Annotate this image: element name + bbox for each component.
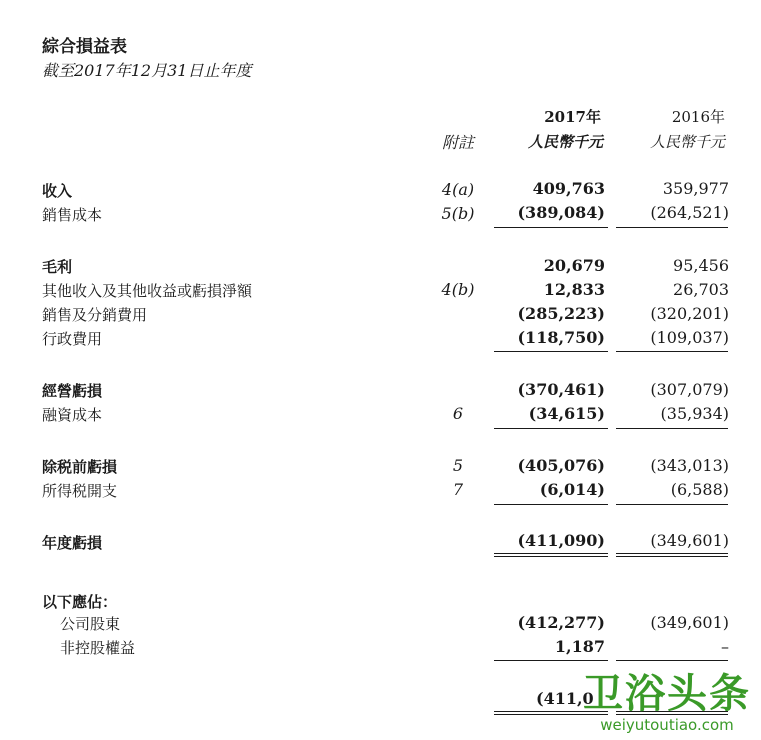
value-2017: (412,277) (517, 613, 605, 632)
header-year-2016: 2016年 (671, 108, 725, 126)
value-2017: (285,223) (517, 304, 605, 323)
watermark-url: weiyutoutiao.com (600, 716, 734, 734)
subtotal-rule (616, 660, 728, 661)
value-2017: (118,750) (517, 328, 605, 347)
value-2017: (6,014) (539, 480, 605, 499)
row-note: 5(b) (441, 204, 475, 223)
value-2017: (370,461) (517, 380, 605, 399)
value-2017: 1,187 (554, 637, 605, 656)
row-label-gross-profit: 毛利 (42, 258, 73, 276)
value-2016: (349,601) (650, 613, 729, 632)
row-label-selling-expenses: 銷售及分銷費用 (42, 306, 148, 324)
header-unit-2016: 人民幣千元 (649, 133, 725, 151)
value-2016: 26,703 (673, 280, 729, 299)
value-2016: (35,934) (660, 404, 729, 423)
value-2017: 12,833 (543, 280, 605, 299)
value-2016: (6,588) (670, 480, 729, 499)
row-note: 7 (452, 480, 464, 499)
value-2017: 20,679 (543, 256, 605, 275)
row-label-other-income: 其他收入及其他收益或虧損淨額 (42, 282, 253, 300)
row-note: 4(a) (441, 180, 475, 199)
value-2017: (411,090) (517, 531, 605, 550)
row-label-finance-costs: 融資成本 (42, 406, 103, 424)
value-2016: (320,201) (650, 304, 729, 323)
row-label-cost-of-sales: 銷售成本 (42, 206, 103, 224)
total-double-rule (616, 553, 728, 557)
value-2016: (109,037) (650, 328, 729, 347)
row-label-non-controlling: 非控股權益 (60, 639, 136, 657)
watermark-logo: 卫浴头条 (583, 671, 751, 717)
subtotal-rule (616, 428, 728, 429)
statement-title: 綜合損益表 (42, 37, 127, 57)
value-2017: (405,076) (517, 456, 605, 475)
value-2016: 359,977 (662, 179, 729, 198)
subtotal-rule (494, 227, 608, 228)
value-2016: (343,013) (650, 456, 729, 475)
value-2017: (411,0 (536, 689, 594, 708)
row-label-loss-for-year: 年度虧損 (42, 534, 103, 552)
total-double-rule (494, 553, 608, 557)
row-note: 5 (452, 456, 464, 475)
subtotal-rule (494, 504, 608, 505)
row-label-attributable-to: 以下應佔： (42, 593, 118, 611)
value-2017: (389,084) (517, 203, 605, 222)
value-2017: (34,615) (528, 404, 605, 423)
statement-period: 截至2017年12月31日止年度 (42, 61, 252, 80)
row-label-operating-loss: 經營虧損 (42, 382, 103, 400)
subtotal-rule (616, 351, 728, 352)
row-label-revenue: 收入 (42, 182, 73, 200)
watermark (583, 672, 751, 734)
header-year-2017: 2017年 (544, 108, 601, 126)
row-label-admin-expenses: 行政費用 (42, 330, 103, 348)
value-2016: (307,079) (650, 380, 729, 399)
subtotal-rule (616, 227, 728, 228)
subtotal-rule (494, 428, 608, 429)
value-2017: 409,763 (532, 179, 605, 198)
row-note: 4(b) (441, 280, 475, 299)
row-label-owners: 公司股東 (60, 615, 121, 633)
value-2016: (349,601) (650, 531, 729, 550)
subtotal-rule (616, 504, 728, 505)
row-note: 6 (452, 404, 464, 423)
value-2016: (264,521) (650, 203, 729, 222)
value-2016: 95,456 (673, 256, 729, 275)
subtotal-rule (494, 660, 608, 661)
row-label-income-tax: 所得税開支 (42, 482, 118, 500)
header-note: 附註 (441, 133, 474, 152)
value-2016: – (721, 637, 729, 656)
row-label-loss-before-tax: 除税前虧損 (42, 458, 118, 476)
header-unit-2017: 人民幣千元 (527, 133, 603, 151)
subtotal-rule (494, 351, 608, 352)
